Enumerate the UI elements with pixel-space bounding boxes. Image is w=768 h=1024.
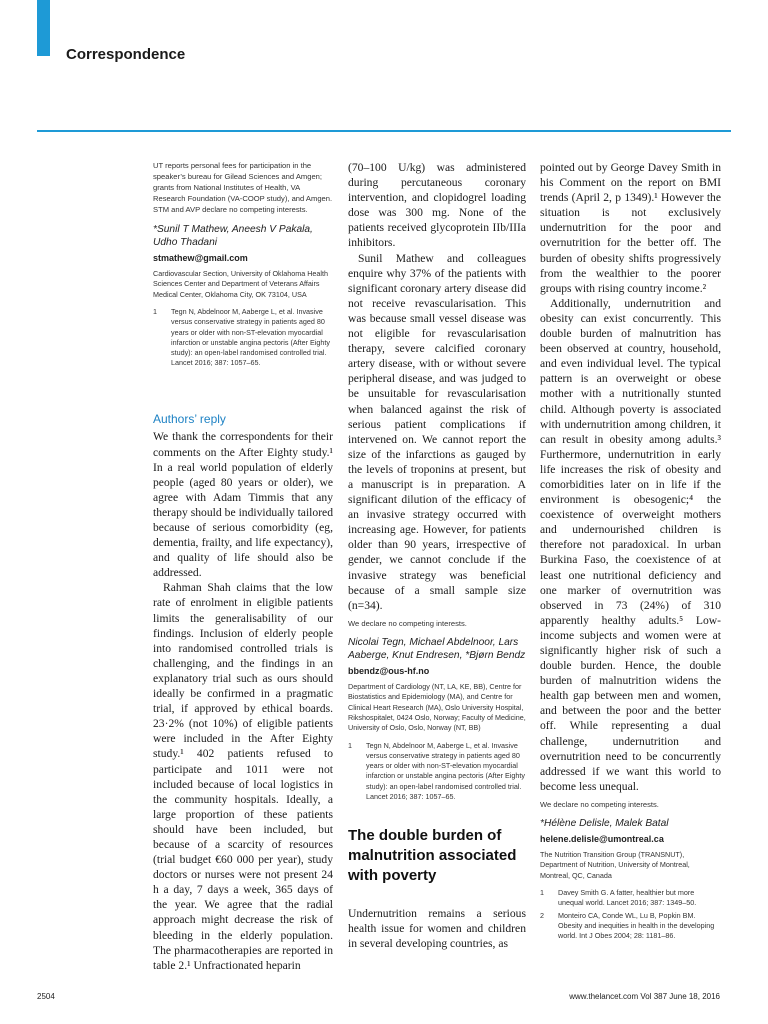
reference-text: Tegn N, Abdelnoor M, Aaberge L, et al. Invasive versus conservative strategy in patients aged 80 years or older with non-ST-elevation myocardial infarction or unstable angina pectoris (After Eighty study): an open-label randomised controlled trial. Lancet 2016; 387: 1057–65. xyxy=(171,307,331,368)
header-rule xyxy=(37,130,731,132)
body-paragraph: pointed out by George Davey Smith in his Comment on the report on BMI trends (April 2, p 1349).¹ However the situation is not exclusively undernutrition for the poor and overnutrition for the better off. The burden of obesity shifts progressively from the wealthier to the poorer groups with rising country income.² xyxy=(540,161,721,295)
letter-authors: *Sunil T Mathew, Aneesh V Pakala, Udho Thadani xyxy=(153,224,313,248)
letter-authors: *Hélène Delisle, Malek Batal xyxy=(540,817,669,829)
author-affiliation: The Nutrition Transition Group (TRANSNUT), Department of Nutrition, University of Montreal, Montreal, QC, Canada xyxy=(540,849,690,880)
journal-footer: www.thelancet.com Vol 387 June 18, 2016 xyxy=(569,992,720,1001)
page-number: 2504 xyxy=(37,992,55,1001)
reference-item xyxy=(348,741,526,802)
reference-item xyxy=(153,307,333,368)
body-paragraph: Sunil Mathew and colleagues enquire why 37% of the patients with significant coronary artery disease did not receive revascularisation. This was because small vessel disease was not eligible for revascularisation therapy, severe calcified coronary artery disease, with or without severe peripheral disease, and was judged to be unsuitable for revascularisation when balanced against the risk of serious patient complications if intervened on. We cannot report the size of the infarctions as gauged by the levels of troponins at present, but a manuscript is in preparation. A significant dilution of the efficacy of an invasive strategy occurred with increasing age. However, for patients older than 90 years, irrespective of gender, we cannot conclude if the invasive strategy was beneficial because of a small sample size (n=34). xyxy=(348,251,526,612)
reference-number: 1 xyxy=(540,888,544,898)
reference-text: Davey Smith G. A fatter, healthier but more unequal world. Lancet 2016; 387: 1349–50. xyxy=(558,888,697,908)
reference-item xyxy=(540,888,721,908)
competing-interests-note: UT reports personal fees for participation in the speaker’s bureau for Gilead Sciences and Amgen; grants from National Institutes of Health, VA Research Foundation (VA-COOP study), and Amgen. STM and AVP declare no competing interests. xyxy=(153,161,333,214)
body-paragraph: Rahman Shah claims that the low rate of enrolment in eligible patients limits the generalisability of our findings. Inclusion of elderly people into randomised controlled trials is challenging, and the findings in an explanatory trial such as ours should ideally be confirmed in a pragmatic trial, if approved by ethical boards. 23·2% (not 10%) of eligible patients were included in the After Eighty study.¹ 402 patients refused to participate and 1011 were not included because of local logistics in the community hospitals. Ideally, a large proportion of these patients should have been included, but because of a scarcity of resources (trial budget €60 000 per year), study doctors or nurses were not present 24 h a day, 7 days a week, 365 days of the year. We agree that the radial approach might decrease the risk of bleeding in the elderly population. The pharmacotherapies are reported in table 2.¹ Unfractionated heparin xyxy=(153,581,333,972)
reference-number: 1 xyxy=(153,307,157,317)
reference-number: 2 xyxy=(540,910,544,920)
article-title: The double burden of malnutrition associated with poverty xyxy=(348,827,517,885)
competing-interests-statement: We declare no competing interests. xyxy=(540,799,659,809)
letter-authors: Nicolai Tegn, Michael Abdelnoor, Lars Aaberge, Knut Endresen, *Bjørn Bendz xyxy=(348,636,526,661)
column-2 xyxy=(348,160,526,951)
section-title: Correspondence xyxy=(66,46,186,63)
section-accent-bar xyxy=(37,0,50,56)
reference-number: 1 xyxy=(348,740,352,750)
reference-item xyxy=(540,911,721,942)
reference-text: Tegn N, Abdelnoor M, Aaberge L, et al. Invasive versus conservative strategy in patients aged 80 years or older with non-ST-elevation myocardial infarction or unstable angina pectoris (After Eighty study): an open-label randomised controlled trial. Lancet 2016; 387: 1057–65. xyxy=(366,740,526,801)
body-paragraph: Additionally, undernutrition and obesity can exist concurrently. This double burden of malnutrition has been observed at country, household, and even individual level. The typical pattern is an overweight or obese mother with a nutritionally stunted child. Although poverty is associated with undernutrition among children, it can result in obesity among adults.³ Furthermore, undernutrition in early life increases the risk of obesity and comorbidities later on in life if the environment is obesogenic;⁴ the coexistence of overweight mothers and undernourished children is therefore not paradoxical. In urban Burkina Faso, the coexistence of at least one nutritional deficiency and one marker of overnutrition was observed in 73 (24%) of 310 apparently healthy adults.⁵ Low-income subjects and women were at significantly higher risk of such a double burden. Hence, the double burden of malnutrition widens the health gap between men and women, and between the poor and the better off. While representing a dual challenge, undernutrition and overnutrition need to be concurrently addressed if we want this world to become less unequal. xyxy=(540,296,721,793)
body-paragraph: We thank the correspondents for their comments on the After Eighty study.¹ In a real world population of elderly people (aged 80 years or older), we agree with Adam Timmis that any therapy should be individually tailored because of serious comorbidity (eg, dementia, frailty, and life expectancy), and quality of life should also be addressed. xyxy=(153,430,333,580)
author-email[interactable]: stmathew@gmail.com xyxy=(153,253,248,263)
column-3 xyxy=(540,160,721,943)
author-affiliation: Cardiovascular Section, University of Oklahoma Health Sciences Center and Department of Veterans Affairs Medical Center, Oklahoma City, OK 73104, USA xyxy=(153,269,328,299)
author-email[interactable]: helene.delisle@umontreal.ca xyxy=(540,833,664,844)
body-paragraph: Undernutrition remains a serious health issue for women and children in several developing countries, as xyxy=(348,907,526,951)
authors-reply-heading: Authors’ reply xyxy=(153,412,226,427)
reference-text: Monteiro CA, Conde WL, Lu B, Popkin BM. Obesity and inequities in health in the developing world. Int J Obes 2004; 28: 1181–86. xyxy=(558,910,715,940)
column-1 xyxy=(153,160,333,973)
body-paragraph: (70–100 U/kg) was administered during percutaneous coronary intervention, and clopidogrel loading dose was 300 mg. None of the patients received glycoprotein IIb/IIIa inhibitors. xyxy=(348,161,526,250)
author-affiliation: Department of Cardiology (NT, LA, KE, BB), Centre for Biostatistics and Epidemiology (MA), and Centre for Clinical Heart Research (MA), Oslo University Hospital, Rikshospitalet, 0424 Oslo, Norway; Faculty of Medicine, University of Oslo, Oslo, Norway (NT, BB) xyxy=(348,681,526,733)
competing-interests-statement: We declare no competing interests. xyxy=(348,618,467,628)
author-email[interactable]: bbendz@ous-hf.no xyxy=(348,665,430,676)
